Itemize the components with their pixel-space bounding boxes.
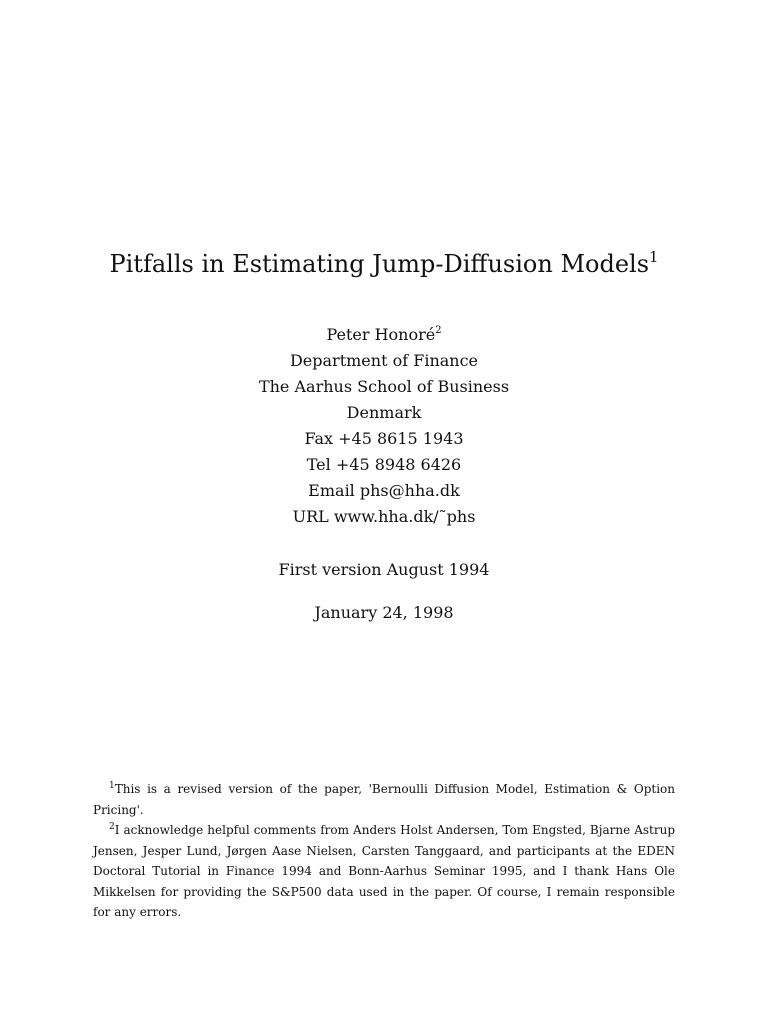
footnote-2-mark: 2: [109, 821, 115, 832]
title-footnote-mark: 1: [649, 247, 659, 266]
author-footnote-mark: 2: [435, 324, 442, 336]
footnote-2: [93, 820, 675, 923]
first-version-note: First version August 1994: [278, 560, 490, 579]
author-fax: Fax +45 8615 1943: [304, 429, 464, 448]
author-country: Denmark: [346, 403, 422, 422]
footnote-1-text: This is a revised version of the paper, 'Bernoulli Diffusion Model, Estimation & Option Pricing'.: [93, 782, 675, 817]
footnote-1-mark: 1: [109, 780, 115, 791]
footnote-2-text: I acknowledge helpful comments from Anders Holst Andersen, Tom Engsted, Bjarne Astrup Jensen, Jesper Lund, Jørgen Aase Nielsen, Carsten Tanggaard, and participants at the EDEN Doctoral Tutorial in Finance 1994 and Bonn-Aarhus Seminar 1995, and I thank Hans Ole Mikkelsen for providing the S&P500 data used in the paper. Of course, I remain responsible for any errors.: [93, 823, 675, 919]
author-url: URL www.hha.dk/˜phs: [292, 507, 476, 526]
author-department: Department of Finance: [289, 351, 479, 370]
author-name-line: [0, 322, 768, 348]
author-block: [0, 322, 768, 530]
author-school: The Aarhus School of Business: [258, 377, 510, 396]
paper-title: [0, 248, 768, 280]
paper-date: January 24, 1998: [314, 603, 454, 622]
author-email: Email phs@hha.dk: [308, 481, 460, 500]
paper-title-text: Pitfalls in Estimating Jump-Diffusion Models: [109, 250, 650, 278]
footnote-1: [93, 779, 675, 820]
footnotes: [93, 779, 675, 923]
author-tel: Tel +45 8948 6426: [306, 455, 462, 474]
author-name: Peter Honoré: [326, 325, 436, 344]
